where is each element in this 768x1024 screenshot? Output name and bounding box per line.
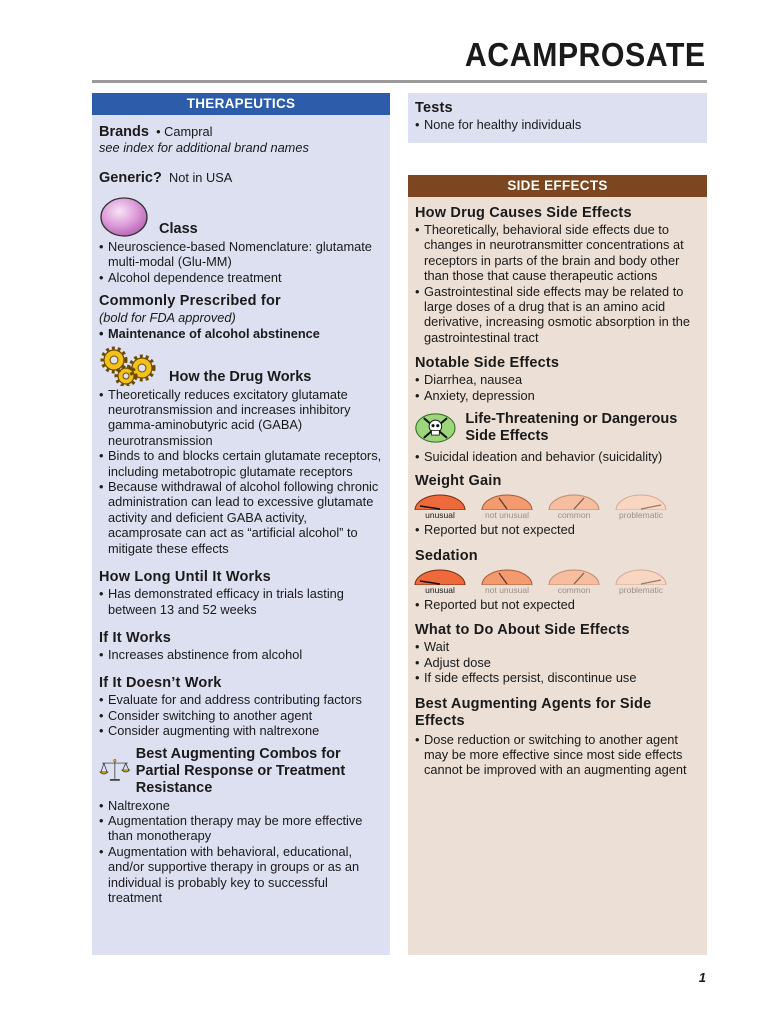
list-item: • Reported but not expected [415,597,700,612]
works-list [99,387,383,556]
brands-value: Campral [164,124,213,139]
list-item: • Because withdrawal of alcohol following chronic administration can lead to excessive glutamate activity and deficient GABA activity, acamprosate can act as “artificial alcohol” to mitigate these effects [99,479,383,556]
list-item: • Consider switching to another agent [99,708,383,723]
tests-panel [408,93,707,143]
gauge-label: problematic [619,510,663,521]
gauge-label: not unusual [485,584,529,595]
until-title: How Long Until It Works [99,569,271,586]
class-title: Class [159,221,198,237]
list-item: • Alcohol dependence treatment [99,270,383,285]
prescribed-note: (bold for FDA approved) [99,310,236,326]
list-item: • Evaluate for and address contributing factors [99,692,383,707]
notable-title: Notable Side Effects [415,355,560,372]
gauge-common [548,569,600,595]
generic-label: Generic? [99,170,162,186]
gauge-unusual [414,494,466,521]
list-item: • None for healthy individuals [415,117,700,132]
prescribed-list [99,326,383,341]
list-item: • Diarrhea, nausea [415,372,700,387]
class-list [99,239,383,285]
sedation-list [415,597,700,612]
combos-heading [99,746,383,797]
gauge-problematic [615,569,667,595]
gauge-not-unusual [481,569,533,595]
ifworks-list [99,647,383,662]
aug-title: Best Augmenting Agents for Side Effects [415,695,652,729]
list-item: • Adjust dose [415,655,700,670]
title-rule [92,80,707,83]
list-item: • Wait [415,639,700,654]
aug-list [415,732,700,778]
tests-list [415,117,700,132]
life-heading [415,408,700,448]
life-list [415,449,700,464]
gears-icon [99,346,161,386]
list-item: • If side effects persist, discontinue use [415,670,700,685]
works-heading [99,346,383,386]
generic-row [99,170,383,186]
prescribed-title: Commonly Prescribed for [99,293,281,310]
gauge-label: unusual [425,510,455,521]
gauge-label: unusual [425,584,455,595]
list-item: • Theoretically reduces excitatory glutamate neurotransmission and increases inhibitory gamma-aminobutyric acid (GABA) neurotransmission [99,387,383,449]
weight-title: Weight Gain [415,473,502,490]
therapeutics-panel [92,93,390,955]
gauge-label: problematic [619,584,663,595]
weight-gauge [414,494,700,521]
list-item: • Gastrointestinal side effects may be related to large doses of a drug that is an amino acid derivative, increasing osmotic absorption in the gastrointestinal tract [415,284,700,346]
ifnot-list [99,692,383,738]
gauge-unusual [414,569,466,595]
how-list [415,222,700,345]
page-title: ACAMPROSATE [465,36,706,73]
list-item: • Naltrexone [99,798,383,813]
until-list [99,586,383,617]
weight-list [415,522,700,537]
list-item: • Binds to and blocks certain glutamate receptors, including metabotropic glutamate receptors [99,448,383,479]
gauge-label: common [557,510,591,521]
life-title: Life-Threatening or Dangerous Side Effects [465,411,678,445]
brands-note: see index for additional brand names [99,140,309,155]
tests-title: Tests [415,100,453,116]
gauge-common [548,494,600,521]
therapeutics-header: THERAPEUTICS [92,93,390,115]
sedation-gauge [414,569,700,595]
class-heading [99,196,383,238]
side-effects-header: SIDE EFFECTS [408,175,707,197]
todo-list [415,639,700,685]
gauge-not-unusual [481,494,533,521]
sedation-title: Sedation [415,547,478,564]
side-effects-panel [408,175,707,955]
list-item: • Maintenance of alcohol abstinence [99,326,383,341]
scales-icon [99,746,131,794]
list-item: • Augmentation with behavioral, educational, and/or supportive therapy in groups or as an individual is probably key to successful treatment [99,844,383,906]
pill-icon [99,196,151,238]
how-title: How Drug Causes Side Effects [415,205,632,221]
skull-icon [415,408,457,448]
todo-title: What to Do About Side Effects [415,622,630,639]
list-item: • Consider augmenting with naltrexone [99,723,383,738]
gauge-label: not unusual [485,510,529,521]
list-item: • Has demonstrated efficacy in trials lasting between 13 and 52 weeks [99,586,383,617]
brands-row: Brands • Campral [99,124,213,140]
works-title: How the Drug Works [169,368,312,385]
page-number: 1 [698,970,706,985]
list-item: • Theoretically, behavioral side effects due to changes in neurotransmitter concentrations at receptors in parts of the brain and body other than those that cause therapeutic actions [415,222,700,284]
list-item: • Neuroscience-based Nomenclature: glutamate multi-modal (Glu-MM) [99,239,383,270]
gauge-problematic [615,494,667,521]
list-item: • Reported but not expected [415,522,700,537]
list-item: • Increases abstinence from alcohol [99,647,383,662]
list-item: • Augmentation therapy may be more effective than monotherapy [99,813,383,844]
ifworks-title: If It Works [99,629,172,646]
gauge-label: common [557,584,591,595]
list-item: • Anxiety, depression [415,388,700,403]
ifnot-title: If It Doesn’t Work [99,675,222,692]
combos-list [99,798,383,906]
generic-value: Not in USA [168,170,233,185]
brands-label: Brands [99,124,149,140]
list-item: • Suicidal ideation and behavior (suicidality) [415,449,700,464]
combos-title: Best Augmenting Combos for Partial Response or Treatment Resistance [135,745,346,796]
list-item: • Dose reduction or switching to another agent may be more effective since most side effects cannot be improved with an augmenting agent [415,732,700,778]
notable-list [415,372,700,403]
